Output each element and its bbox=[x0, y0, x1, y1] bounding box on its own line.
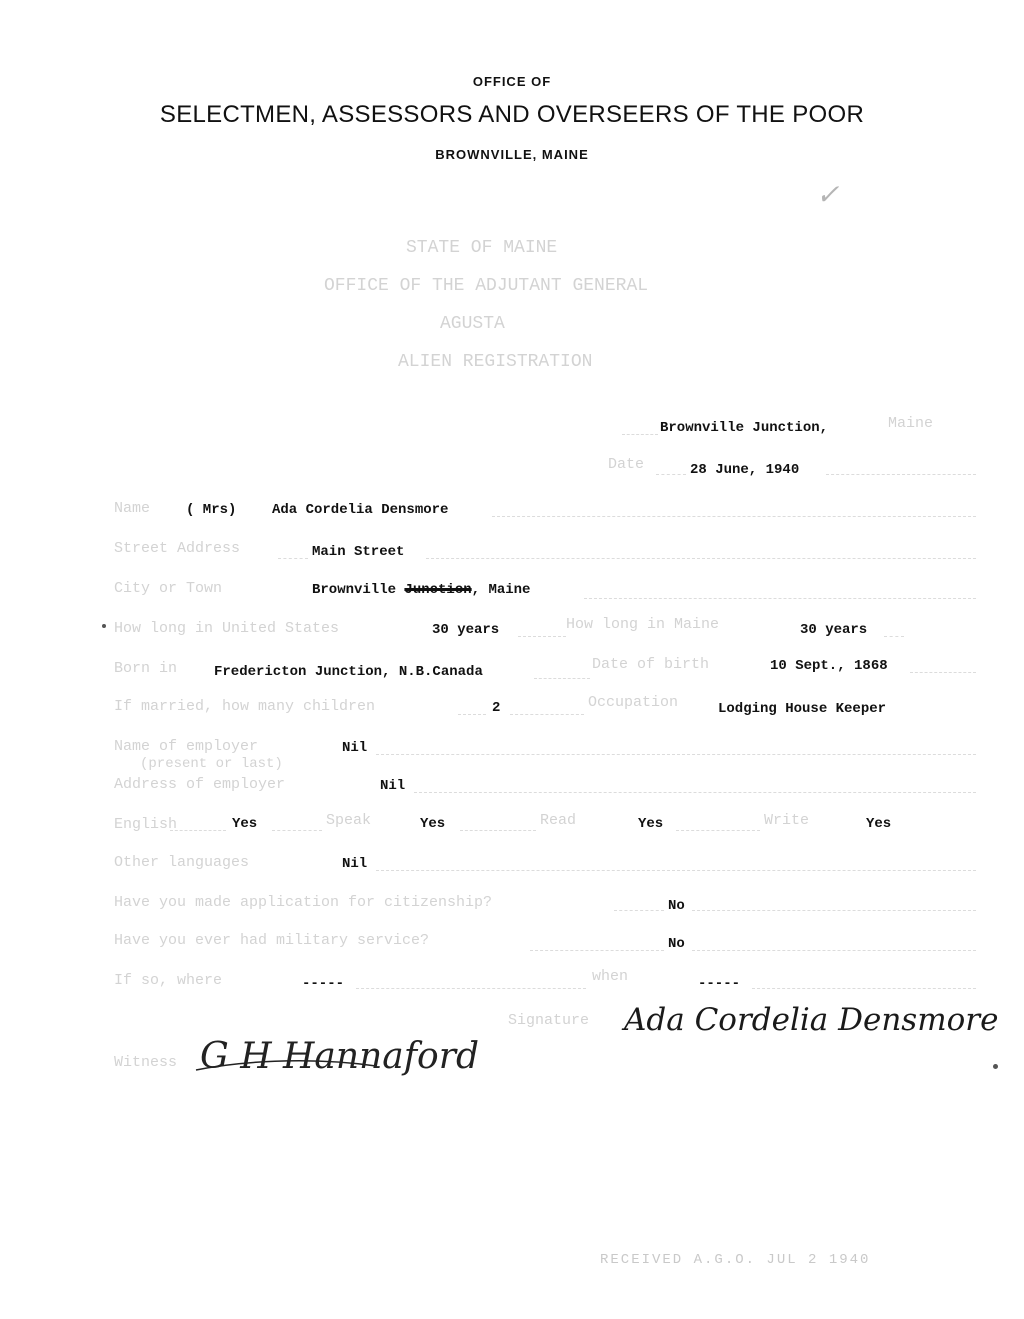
entry-city bbox=[312, 582, 530, 598]
entry-when: ----- bbox=[698, 976, 741, 992]
label-state-suffix: Maine bbox=[888, 415, 934, 432]
entry-city-struck: Junction bbox=[404, 582, 472, 598]
entry-years-maine: 30 years bbox=[800, 622, 868, 638]
applicant-signature-text: Ada Cordelia Densmore bbox=[624, 1002, 999, 1038]
label-employer-address: Address of employer bbox=[114, 776, 286, 793]
label-if-so-where: If so, where bbox=[114, 972, 223, 989]
label-city-or-town: City or Town bbox=[114, 580, 223, 597]
label-name: Name bbox=[114, 500, 151, 517]
entry-write: Yes bbox=[866, 816, 892, 832]
entry-employer-name: Nil bbox=[342, 740, 368, 756]
label-employer-note: (present or last) bbox=[140, 756, 283, 772]
witness-signature-text: G H Hannaford bbox=[200, 1036, 479, 1077]
entry-other-languages: Nil bbox=[342, 856, 368, 872]
entry-name-prefix: ( Mrs) bbox=[186, 502, 237, 518]
entry-city-part1: Brownville bbox=[312, 582, 397, 598]
label-write: Write bbox=[764, 812, 810, 829]
margin-dot bbox=[102, 624, 106, 628]
letterhead-title: SELECTMEN, ASSESSORS AND OVERSEERS OF THE POOR bbox=[159, 101, 865, 128]
label-when: when bbox=[592, 968, 629, 985]
entry-employer-address: Nil bbox=[380, 778, 406, 794]
label-date-of-birth: Date of birth bbox=[592, 656, 710, 673]
label-how-long-us: How long in United States bbox=[114, 620, 340, 637]
entry-speak: Yes bbox=[420, 816, 446, 832]
check-mark: ✓ bbox=[816, 180, 840, 211]
entry-military: No bbox=[668, 936, 685, 952]
entry-citizenship: No bbox=[668, 898, 685, 914]
applicant-signature bbox=[620, 982, 1020, 1052]
label-born-in: Born in bbox=[114, 660, 178, 677]
witness-signature bbox=[196, 1018, 496, 1098]
label-speak: Speak bbox=[326, 812, 372, 829]
label-employer-name: Name of employer bbox=[114, 738, 259, 755]
letterhead-office-of: OFFICE OF bbox=[472, 74, 552, 89]
form-header-city: AGUSTA bbox=[440, 314, 505, 334]
entry-read: Yes bbox=[638, 816, 664, 832]
label-citizenship-question: Have you made application for citizenship? bbox=[114, 894, 493, 911]
form-header-registration: ALIEN REGISTRATION bbox=[398, 352, 593, 372]
label-signature: Signature bbox=[508, 1012, 590, 1029]
label-children: If married, how many children bbox=[114, 698, 376, 715]
entry-street: Main Street bbox=[312, 544, 405, 560]
entry-where: ----- bbox=[302, 976, 345, 992]
label-date: Date bbox=[608, 456, 645, 473]
entry-date: 28 June, 1940 bbox=[690, 462, 800, 478]
label-how-long-maine: How long in Maine bbox=[566, 616, 720, 633]
entry-name: Ada Cordelia Densmore bbox=[272, 502, 449, 518]
form-header-office: OFFICE OF THE ADJUTANT GENERAL bbox=[324, 276, 649, 296]
entry-occupation: Lodging House Keeper bbox=[718, 701, 887, 717]
entry-english: Yes bbox=[232, 816, 258, 832]
entry-born-in: Fredericton Junction, N.B.Canada bbox=[214, 664, 483, 680]
entry-place: Brownville Junction, bbox=[660, 420, 829, 436]
label-occupation: Occupation bbox=[588, 694, 679, 711]
entry-children: 2 bbox=[492, 700, 501, 716]
label-other-languages: Other languages bbox=[114, 854, 250, 871]
entry-years-us: 30 years bbox=[432, 622, 500, 638]
entry-city-part2: , Maine bbox=[471, 582, 531, 598]
label-witness: Witness bbox=[114, 1054, 178, 1071]
label-read: Read bbox=[540, 812, 577, 829]
label-street-address: Street Address bbox=[114, 540, 241, 557]
received-stamp: RECEIVED A.G.O. JUL 2 1940 bbox=[600, 1252, 871, 1268]
entry-date-of-birth: 10 Sept., 1868 bbox=[770, 658, 888, 674]
label-military-question: Have you ever had military service? bbox=[114, 932, 430, 949]
margin-dot-right bbox=[993, 1064, 998, 1069]
form-header-state: STATE OF MAINE bbox=[406, 238, 558, 258]
letterhead-location: BROWNVILLE, MAINE bbox=[435, 147, 589, 162]
label-english: English bbox=[114, 816, 178, 833]
